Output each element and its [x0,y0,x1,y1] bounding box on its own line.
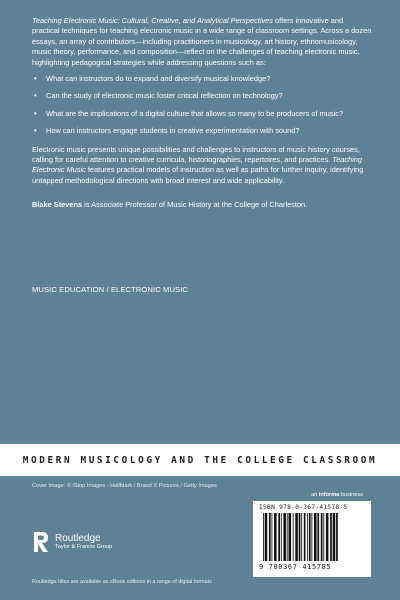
barcode-bar [272,513,273,561]
barcode-bar [323,513,324,561]
question-item [32,91,372,101]
intro-paragraph [32,16,372,68]
second-paragraph-text-end: features practical models of instruction as well as paths for further inquiry, identifying untapped methodological directions with broad interest and wide applicability. [32,165,364,185]
publisher-name: Routledge [55,533,101,544]
question-text: What are the implications of a digital culture that allows so many to be producers of music? [46,108,344,118]
barcode-bar [330,513,332,561]
barcode-bar [278,513,280,561]
barcode-bar [265,513,268,561]
publisher-subtitle: Taylor & Francis Group [55,544,113,550]
barcode-bar [307,513,308,561]
question-list [32,74,372,137]
barcode-bar [317,513,319,561]
question-item [32,109,372,119]
subject-category: MUSIC EDUCATION / ELECTRONIC MUSIC [32,285,188,294]
barcode-bar [283,513,286,561]
barcode-bar [314,513,317,561]
second-paragraph [32,145,372,187]
barcode-bar [287,513,288,561]
informa-prefix: an [311,492,319,498]
informa-suffix: business [339,492,363,498]
bullet-icon: • [34,74,37,84]
question-item [32,74,372,84]
series-banner [0,444,400,476]
barcode-bar [321,513,323,561]
barcode-bar [309,513,311,561]
question-text: Can the study of electronic music foster critical reflection on technology? [46,91,283,101]
book-short-title: Teaching Electronic Music [32,155,363,175]
barcode-bar [326,513,329,561]
bullet-icon: • [34,126,37,136]
author-bio [32,200,372,210]
second-paragraph-text: Electronic music presents unique possibilities and challenges to instructors of music history courses, calling for careful attention to creative curricula, historiographies, repertoires, and practices. [32,144,360,165]
barcode-bar [269,513,271,561]
barcode-bar [274,513,277,561]
barcode-bar [336,513,338,561]
barcode-digits: 9 780367 415785 [259,563,332,571]
bullet-icon: • [34,108,37,118]
intro-text: offers innovative and practical techniques for teaching electronic music in a wide range of classroom settings. Across a dozen essays, an array of contributors—including practitioners in musicology, art history, ethnomusicology, music theory, performance, and composition—reflect on the challenges of teaching electronic music, highlighting pedagogical strategies while addressing questions such as: [32,16,372,67]
author-name: Blake Stevens [32,200,83,210]
back-cover-blurb [32,16,372,217]
barcode-bar [281,513,282,561]
routledge-logo-icon [32,530,50,554]
book-title: Teaching Electronic Music: Cultural, Creative, and Analytical Perspectives [32,16,273,25]
question-item [32,126,372,136]
informa-brand: informa [318,492,340,498]
barcode-bar [289,513,292,561]
barcode-bar [263,513,264,561]
informa-tagline [311,492,363,498]
barcode-icon [261,513,363,563]
barcode-bar [301,513,302,561]
cover-image-credit: Cover image: © iStop Images - Hallfdark / Brand X Pictures / Getty Images [32,483,217,489]
author-bio-text: is Associate Professor of Music History at the College of Charleston. [82,200,308,210]
publisher-logo-block [32,530,112,554]
series-title: MODERN MUSICOLOGY AND THE COLLEGE CLASSROOM [22,454,378,466]
barcode-bar [299,513,301,561]
question-text: How can instructors engage students in creative experimentation with sound? [46,126,300,136]
ebook-note: Routledge titles are available as eBook editions in a range of digital formats [32,579,212,585]
barcode-bar [333,513,336,561]
barcode-bar [295,513,298,561]
barcode-box [253,501,371,577]
barcode-bar [293,513,294,561]
barcode-bar [311,513,312,561]
question-text: What can instructors do to expand and diversify musical knowledge? [46,74,271,84]
barcode-bar [304,513,306,561]
publisher-text [55,533,112,551]
bullet-icon: • [34,91,37,101]
isbn-label: ISBN 978-0-367-41578-5 [259,504,348,511]
